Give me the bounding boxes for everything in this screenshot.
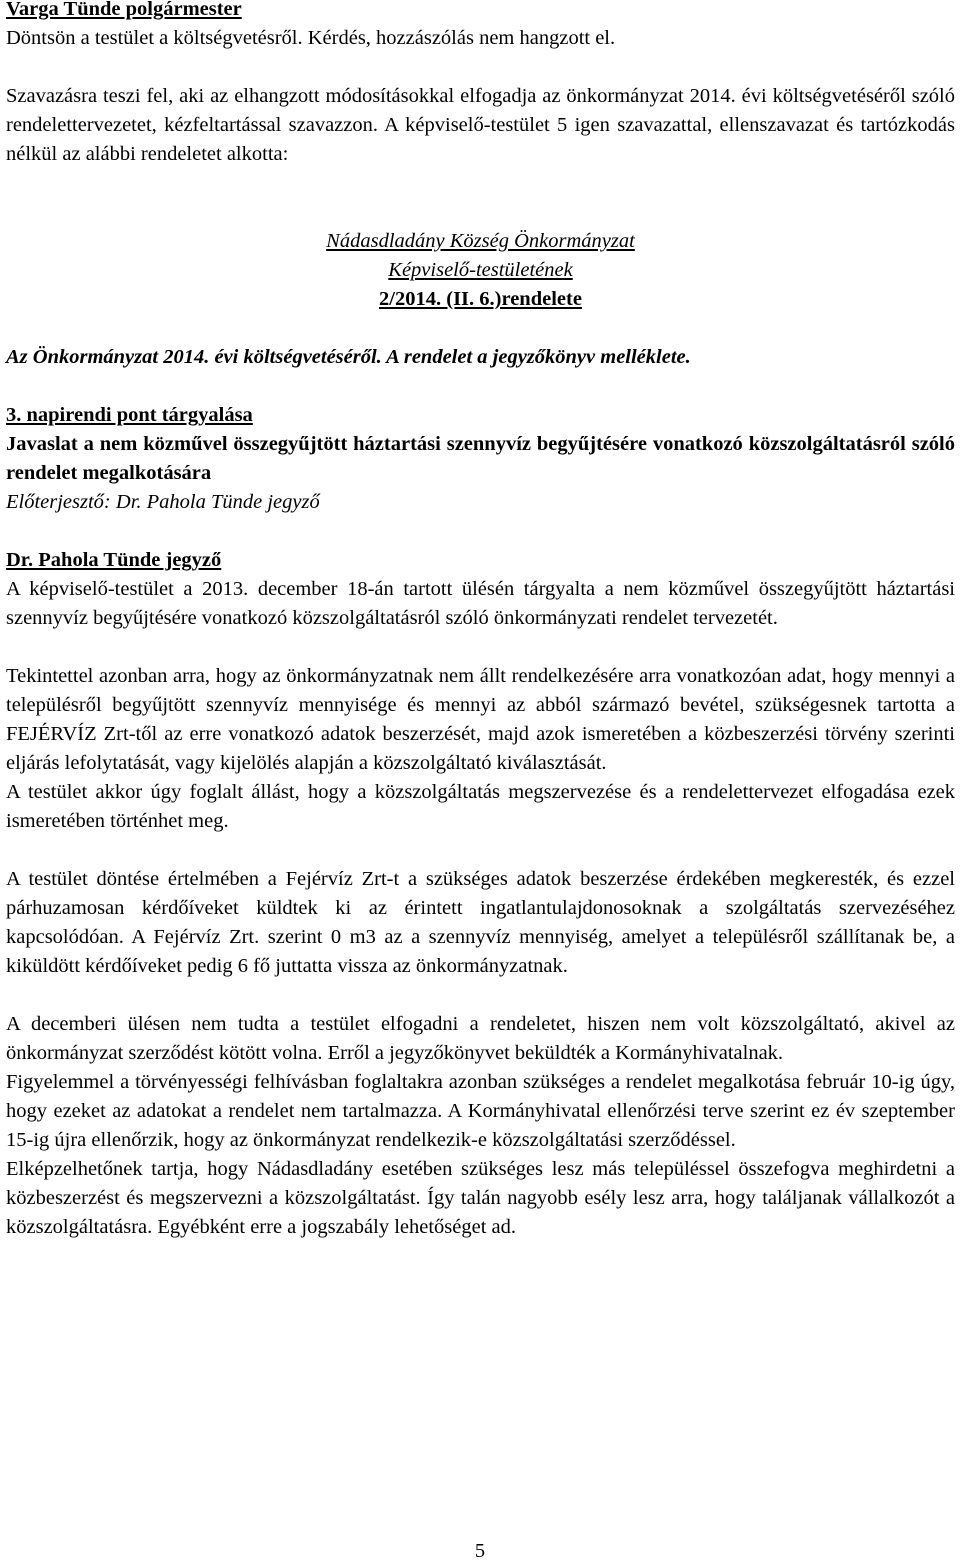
spacer	[6, 633, 955, 662]
speaker-heading-mayor: Varga Tünde polgármester	[6, 0, 242, 20]
paragraph-3: A testület akkor úgy foglalt állást, hogy a közszolgáltatás megszervezése és a rendelettervezet elfogadása ezek ismeretében történhet meg.	[6, 781, 955, 832]
spacer	[6, 53, 955, 82]
agenda-title: Javaslat a nem közművel összegyűjtött háztartási szennyvíz begyűjtésére vonatkozó közszolgáltatásról szóló rendelet megalkotására	[6, 433, 955, 484]
decree-issuer-line1: Nádasdladány Község Önkormányzat	[326, 230, 635, 252]
agenda-presenter: Előterjesztő: Dr. Pahola Tünde jegyző	[6, 491, 320, 513]
document-page	[6, 0, 955, 1242]
speaker-heading-notary: Dr. Pahola Tünde jegyző	[6, 549, 222, 571]
paragraph-1: A képviselő-testület a 2013. december 18-án tartott ülésén tárgyalta a nem közművel összegyűjtött háztartási szennyvíz begyűjtésére vonatkozó közszolgáltatásról szóló önkormányzati rendelet tervezetét.	[6, 578, 955, 629]
spacer	[6, 836, 955, 865]
decree-title: Az Önkormányzat 2014. évi költségvetéséről. A rendelet a jegyzőkönyv melléklete.	[6, 346, 691, 368]
spacer	[6, 169, 955, 227]
decree-issuer-line2: Képviselő-testületének	[388, 259, 573, 281]
paragraph-4: A testület döntése értelmében a Fejérvíz Zrt-t a szükséges adatok beszerzése érdekében megkeresték, és ezzel párhuzamosan kérdőíveket küldtek ki az érintett ingatlantulajdonosoknak a szolgáltatás szervezéséhez kapcsolódóan. A Fejérvíz Zrt. szerint 0 m3 az a szennyvíz mennyiség, amelyet a településről szállítanak be, a kiküldött kérdőíveket pedig 6 fő juttatta vissza az önkormányzatnak.	[6, 868, 955, 977]
paragraph-7: Elképzelhetőnek tartja, hogy Nádasdladány esetében szükséges lesz más településsel összefogva meghirdetni a közbeszerzést és megszervezni a közszolgáltatást. Így talán nagyobb esély lesz arra, hogy találjanak vállalkozót a közszolgáltatásra. Egyébként erre a jogszabály lehetőséget ad.	[6, 1158, 955, 1238]
paragraph-6: Figyelemmel a törvényességi felhívásban foglaltakra azonban szükséges a rendelet megalkotása február 10-ig úgy, hogy ezeket az adatokat a rendelet nem tartalmazza. A Kormányhivatal ellenőrzési terve szerint ez év szeptember 15-ig újra ellenőrzik, hogy az önkormányzat rendelkezik-e közszolgáltatási szerződéssel.	[6, 1071, 955, 1151]
paragraph-5: A decemberi ülésen nem tudta a testület elfogadni a rendeletet, hiszen nem volt közszolgáltató, akivel az önkormányzat szerződést kötött volna. Erről a jegyzőkönyvet beküldték a Kormányhivatalnak.	[6, 1013, 955, 1064]
spacer	[6, 981, 955, 1010]
spacer	[6, 517, 955, 546]
page-number: 5	[474, 1540, 486, 1562]
spacer	[6, 372, 955, 401]
paragraph-budget-decision: Döntsön a testület a költségvetésről. Kérdés, hozzászólás nem hangzott el.	[6, 27, 616, 49]
agenda-heading: 3. napirendi pont tárgyalása	[6, 404, 253, 426]
spacer	[6, 314, 955, 343]
decree-number: 2/2014. (II. 6.)rendelete	[379, 288, 582, 310]
paragraph-2: Tekintettel azonban arra, hogy az önkormányzatnak nem állt rendelkezésére arra vonatkozóan adat, hogy mennyi a településről begyűjtött szennyvíz mennyisége és mennyi az abból származó bevétel, szükségesnek tartotta a FEJÉRVÍZ Zrt-től az erre vonatkozó adatok beszerzését, majd azok ismeretében a közbeszerzési törvény szerinti eljárás lefolytatását, vagy kijelölés alapján a közszolgáltató kiválasztását.	[6, 665, 955, 774]
paragraph-vote: Szavazásra teszi fel, aki az elhangzott módosításokkal elfogadja az önkormányzat 2014. évi költségvetéséről szóló rendelettervezetet, kézfeltartással szavazzon. A képviselő-testület 5 igen szavazattal, ellenszavazat és tartózkodás nélkül az alábbi rendeletet alkotta:	[6, 85, 955, 165]
